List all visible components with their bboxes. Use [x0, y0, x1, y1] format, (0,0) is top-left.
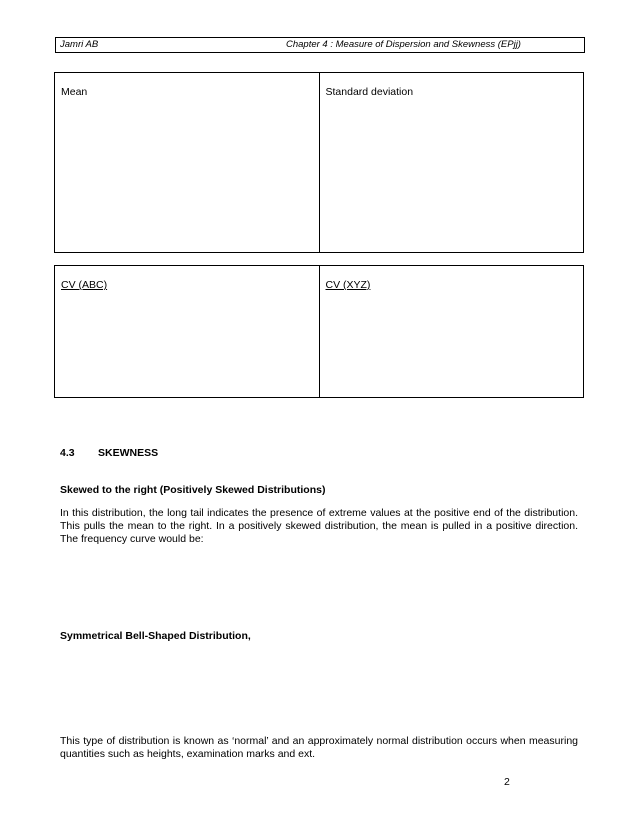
skewed-right-paragraph: In this distribution, the long tail indicates the presence of extreme values at the positive end of the distribution. This pulls the mean to the right. In a positively skewed distribution, the mean is pulled in a positive direction. The frequency curve would be: — [60, 507, 578, 545]
standard-deviation-cell — [319, 73, 584, 253]
cv-xyz-cell — [319, 266, 584, 398]
mean-label: Mean — [61, 86, 88, 98]
mean-stddev-table — [54, 72, 584, 253]
standard-deviation-label: Standard deviation — [325, 86, 414, 98]
symmetrical-paragraph: This type of distribution is known as ‘normal’ and an approximately normal distribution occurs when measuring quantities such as heights, examination marks and ext. — [60, 735, 578, 760]
cv-abc-cell — [55, 266, 320, 398]
page-header — [55, 37, 585, 53]
cv-table — [54, 265, 584, 398]
mean-cell — [55, 73, 320, 253]
cv-xyz-label: CV (XYZ) — [325, 279, 371, 291]
skewed-right-heading: Skewed to the right (Positively Skewed Distributions) — [60, 484, 326, 496]
page-number: 2 — [504, 776, 510, 788]
header-author: Jamri AB — [60, 39, 99, 50]
cv-abc-label: CV (ABC) — [61, 279, 108, 291]
header-chapter-title: Chapter 4 : Measure of Dispersion and Skewness (EPjj) — [286, 39, 521, 50]
section-title: SKEWNESS — [98, 447, 159, 459]
section-number: 4.3 — [60, 447, 75, 459]
symmetrical-heading: Symmetrical Bell-Shaped Distribution, — [60, 630, 251, 642]
